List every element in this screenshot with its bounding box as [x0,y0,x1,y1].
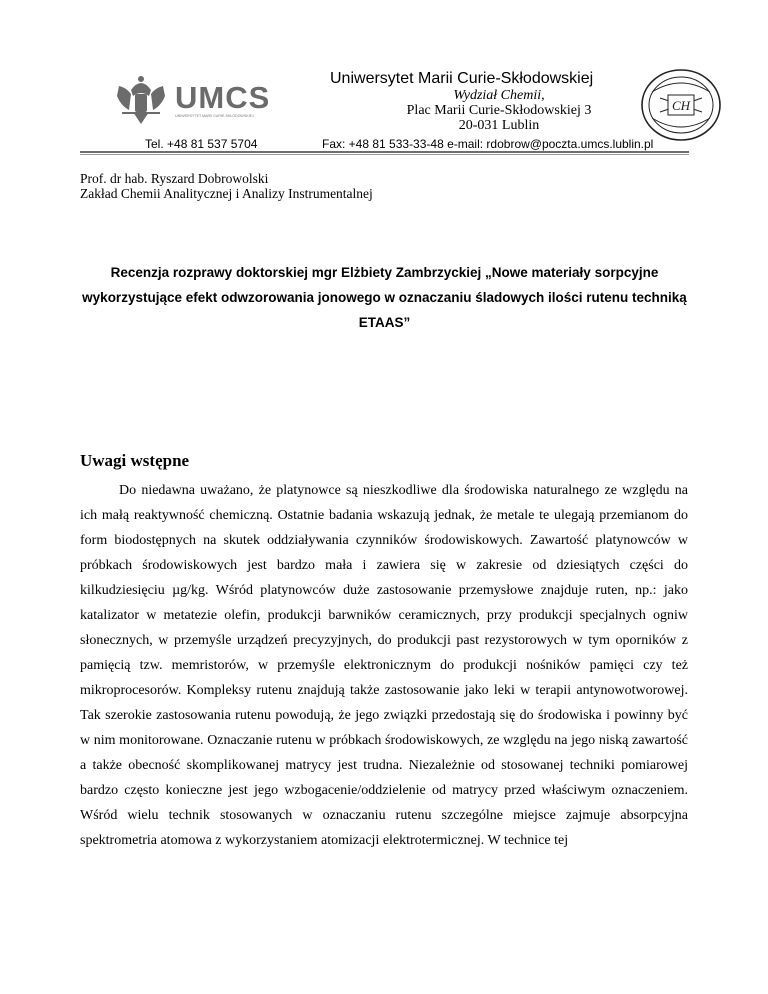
paragraph: Do niedawna uważano, że platynowce są nieszkodliwe dla środowiska naturalnego ze względu na ich małą reaktywność chemiczną. Ostatnie badania wskazują jednak, że metale te ulegają przemianom do form biodostępnych na skutek oddziaływania czynników środowiskowych. Zawartość platynowców w próbkach środowiskowych jest bardzo mała i zawiera się w zakresie od dziesiątych części do kilkudziesięciu µg/kg. Wśród platynowców duże zastosowanie przemysłowe znajduje ruten, np.: jako katalizator w metatezie olefin, produkcji barwników ceramicznych, przy produkcji specjalnych ogniw słonecznych, w przemyśle urządzeń precyzyjnych, do produkcji past rezystorowych w tym oporników z pamięcią tzw. memristorów, w przemyśle elektronicznym do produkcji nośników pamięci czy też mikroprocesorów. Kompleksy rutenu znajdują także zastosowanie jako leki w terapii antynowotworowej. Tak szerokie zastosowania rutenu powodują, że jego związki przedostają się do środowiska i powinny być w nim monitorowane. Oznaczanie rutenu w próbkach środowiskowych, ze względu na jego niską zawartość a także obecność skomplikowanej matrycy jest trudna. Niezależnie od stosowanej techniki pomiarowej bardzo często konieczne jest jego wzbogacenie/oddzielenie od matrycy przed właściwym oznaczeniem. Wśród wielu technik stosowanych w oznaczaniu rutenu szczególne miejsce zajmuje absorpcyjna spektrometria atomowa z wykorzystaniem atomizacji elektrotermicznej. W technice tej [80,483,688,848]
university-name: Uniwersytet Marii Curie-Skłodowskiej [330,70,594,87]
seal-monogram: CH [671,98,691,113]
section-heading: Uwagi wstępne [80,451,190,470]
seal-icon [640,68,722,142]
address-street: Plac Marii Curie-Skłodowskiej 3 [406,103,592,118]
header-rule [80,151,689,153]
body-text [80,478,688,853]
faculty-seal [640,68,722,142]
logo-subtext: UNIWERSYTET MARII CURIE-SKŁODOWSKIEJ [175,114,254,118]
address-city: 20-031 Lublin [458,118,540,133]
umcs-logo [113,70,293,128]
author-name: Prof. dr hab. Ryszard Dobrowolski [80,171,269,186]
eagle-crest-icon [113,70,293,128]
review-title: Recenzja rozprawy doktorskiej mgr Elżbiety Zambrzyckiej „Nowe materiały sorpcyjne wykorzystujące efekt odwzorowania jonowego w oznaczaniu śladowych ilości rutenu techniką ETAAS” [82,265,687,330]
phone-number: Tel. +48 81 537 5704 [145,137,258,151]
author-department: Zakład Chemii Analitycznej i Analizy Instrumentalnej [80,186,373,201]
logo-wordmark: UMCS [175,80,271,115]
fax-email: Fax: +48 81 533-33-48 e-mail: rdobrow@poczta.umcs.lublin.pl [322,137,654,151]
author-block [80,171,373,201]
faculty-name: Wydział Chemii, [453,88,545,103]
header-rule-thin [80,154,689,155]
